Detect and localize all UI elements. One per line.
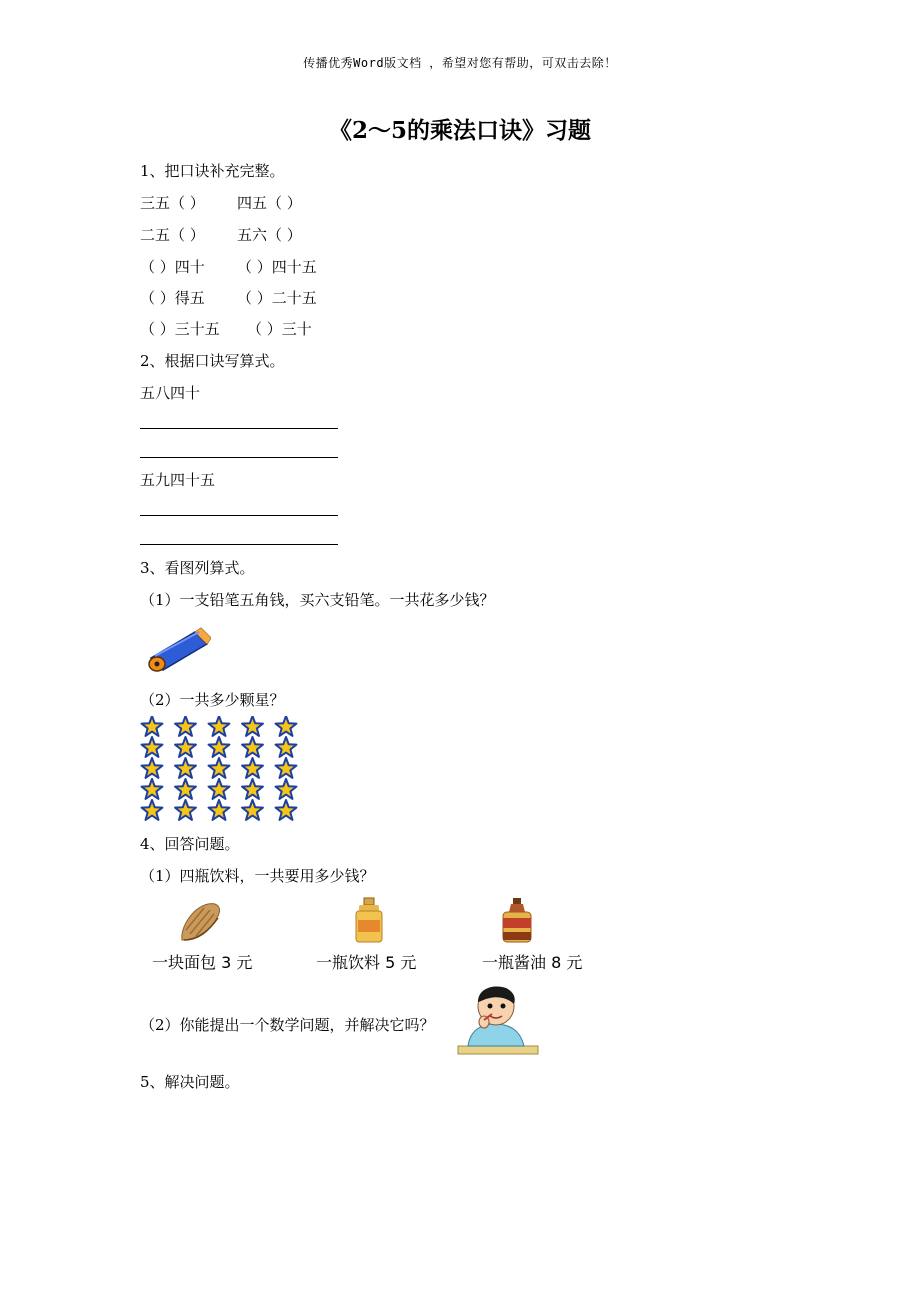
q2-item-1: 五八四十	[140, 384, 201, 402]
header-note: 传播优秀Word版文档 ，希望对您有帮助，可双击去除！	[303, 56, 617, 70]
q1-heading: 1、把口诀补充完整。	[140, 162, 285, 180]
answer-line[interactable]	[140, 457, 338, 458]
star-icon	[175, 779, 196, 799]
q1-blank: （ ）得五	[140, 289, 205, 307]
answer-line[interactable]	[140, 544, 338, 545]
star-icon	[242, 737, 263, 757]
star-icon	[142, 716, 163, 736]
item-label: 一瓶酱油 8 元	[482, 953, 583, 972]
q3-sub-2: （2）一共多少颗星？	[140, 691, 285, 709]
star-icon	[242, 800, 263, 820]
star-icon	[142, 758, 163, 778]
star-icon	[209, 779, 230, 799]
q2-item-2: 五九四十五	[140, 471, 216, 489]
star-icon	[142, 737, 163, 757]
q3-sub-1: （1）一支铅笔五角钱，买六支铅笔。一共花多少钱？	[140, 591, 495, 609]
star-icon	[242, 716, 263, 736]
star-icon	[175, 716, 196, 736]
item-label: 一块面包 3 元	[152, 953, 253, 972]
boy-thinking-icon	[454, 984, 540, 1058]
answer-line[interactable]	[140, 515, 338, 516]
q1-blank: （ ）三十五	[140, 320, 220, 338]
q1-blank: 二五（ ）	[140, 226, 205, 244]
star-icon	[276, 737, 297, 757]
q3-heading: 3、看图列算式。	[140, 559, 255, 577]
star-icon	[276, 779, 297, 799]
q1-blank: 三五（ ）	[140, 194, 205, 212]
star-icon	[209, 800, 230, 820]
star-icon	[209, 737, 230, 757]
drink-bottle-icon	[352, 896, 386, 944]
q4-sub-1: （1）四瓶饮料，一共要用多少钱？	[140, 867, 375, 885]
star-icon	[142, 779, 163, 799]
pencil-icon	[145, 626, 211, 674]
star-icon	[209, 758, 230, 778]
star-icon	[175, 758, 196, 778]
star-icon	[175, 800, 196, 820]
page-title: 《2～5的乘法口诀》习题	[328, 117, 591, 144]
item-label: 一瓶饮料 5 元	[316, 953, 417, 972]
star-grid	[140, 716, 300, 824]
q4-heading: 4、回答问题。	[140, 835, 240, 853]
star-icon	[209, 716, 230, 736]
star-icon	[142, 800, 163, 820]
star-icon	[242, 758, 263, 778]
q1-blank: （ ）二十五	[237, 289, 317, 307]
answer-line[interactable]	[140, 428, 338, 429]
q1-blank: （ ）三十	[247, 320, 312, 338]
star-icon	[276, 800, 297, 820]
q1-blank: （ ）四十	[140, 258, 205, 276]
q5-heading: 5、解决问题。	[140, 1073, 240, 1091]
q1-blank: 四五（ ）	[237, 194, 302, 212]
bread-icon	[178, 900, 224, 944]
star-icon	[276, 716, 297, 736]
q1-blank: 五六（ ）	[237, 226, 302, 244]
star-icon	[175, 737, 196, 757]
q2-heading: 2、根据口诀写算式。	[140, 352, 285, 370]
q4-sub-2: （2）你能提出一个数学问题，并解决它吗？	[140, 1016, 435, 1034]
star-icon	[242, 779, 263, 799]
star-icon	[276, 758, 297, 778]
q1-blank: （ ）四十五	[237, 258, 317, 276]
soy-sauce-bottle-icon	[498, 896, 536, 944]
